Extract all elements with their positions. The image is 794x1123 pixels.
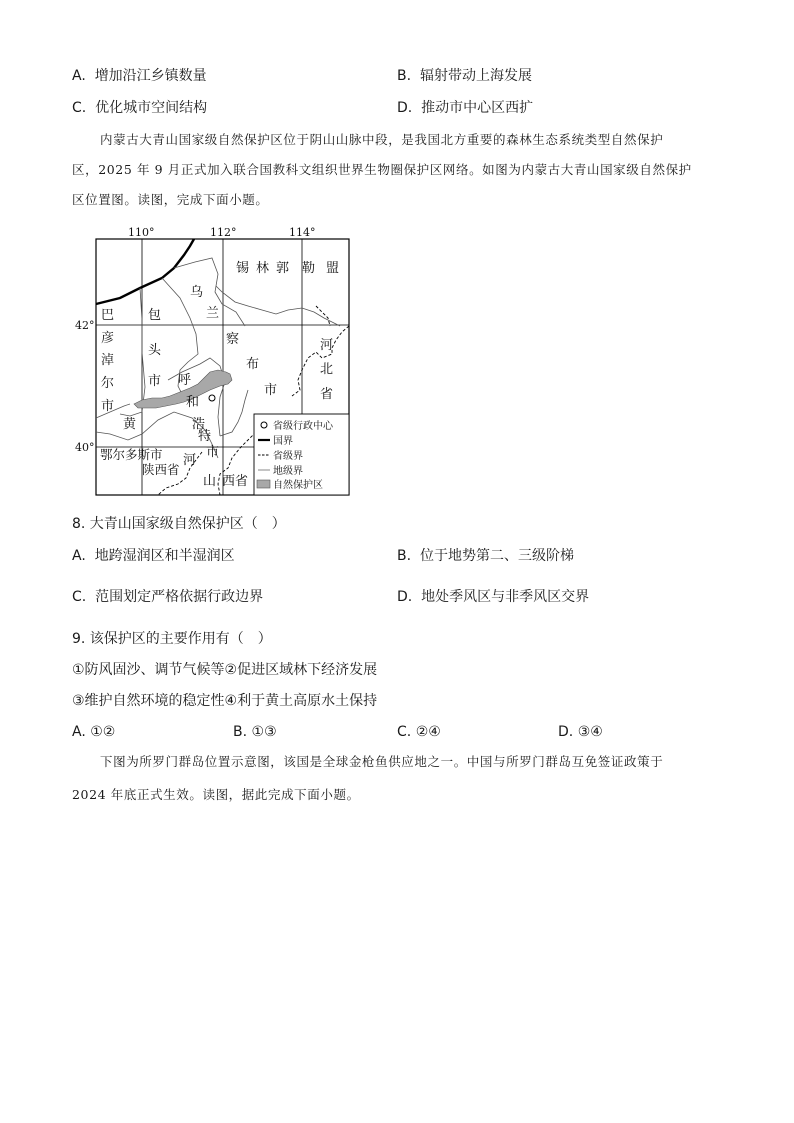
q8-option-a [72,547,235,565]
option-label: A. [72,68,86,84]
option-label: B. [397,548,412,564]
q9-option-c [397,723,441,741]
intro-paragraph-1 [72,125,724,155]
label-hebei-1: 河 [320,338,334,353]
intro1-line3: 区位置图。读图，完成下面小题。 [72,192,269,207]
label-baotou-3: 市 [148,374,162,389]
lon-label-110: 110° [128,226,155,239]
label-wulan-2: 兰 [206,306,220,321]
label-bayan-3: 淖 [101,353,115,368]
option-label: D. [558,724,574,740]
intro-paragraph-2 [72,747,724,777]
legend-national: 国界 [273,436,293,447]
q9-statements-line2: ③维护自然环境的稳定性④利于黄土高原水土保持 [72,693,378,709]
label-wulan-3: 察 [226,332,240,347]
label-shanxi-he: 河 [183,453,197,468]
label-xilin-3: 郭 [276,261,290,276]
option-label: A. [72,548,86,564]
label-huhe-4: 特 [198,429,212,444]
option-text: 地处季风区与非季风区交界 [421,589,590,605]
provincial-capital-marker [209,395,215,401]
label-bayan-5: 市 [101,399,115,414]
label-huhe-5: 市 [206,445,220,460]
label-xilin-2: 林 [256,261,270,276]
option-label: B. [233,724,248,740]
option-text: ②④ [415,724,441,740]
label-huhe-2: 和 [186,395,200,410]
label-hebei-2: 北 [320,362,334,377]
label-baotou-2: 头 [148,343,162,358]
option-text: ①② [90,724,116,740]
intro1-line2: 区，2025 年 9 月正式加入联合国教科文组织世界生物圈保护区网络。如图为内蒙古大青山国家级自然保护 [72,162,692,177]
q7-option-c [72,99,207,117]
option-text: 范围划定严格依据行政边界 [95,589,264,605]
legend-reserve: 自然保护区 [273,480,323,491]
q7-option-a [72,67,207,85]
option-text: ①③ [251,724,277,740]
intro-paragraph-1-line2 [72,155,724,185]
label-hebei-3: 省 [320,387,334,402]
option-text: 地跨湿润区和半湿润区 [94,548,235,564]
option-label: C. [72,100,87,116]
label-xilin-5: 盟 [326,261,340,276]
option-text: 位于地势第二、三级阶梯 [419,548,574,564]
legend-gray-fill-icon [257,480,270,488]
option-label: C. [397,724,412,740]
intro-paragraph-2-line2 [72,780,724,810]
lon-label-114: 114° [289,226,316,239]
option-label: D. [397,100,413,116]
q9-option-b [233,723,277,741]
label-huang: 黄 [123,417,137,432]
legend-prefecture: 地级界 [273,466,303,477]
lat-label-42: 42° [75,319,95,332]
option-text: 辐射带动上海发展 [419,68,532,84]
label-wulan-5: 市 [264,383,278,398]
option-text: 推动市中心区西扩 [421,100,534,116]
option-label: D. [397,589,413,605]
option-label: A. [72,724,86,740]
lat-label-40: 40° [75,441,95,454]
label-ordos: 鄂尔多斯市 [100,447,163,462]
q9-stem: 9. 该保护区的主要作用有（ ） [72,631,272,647]
option-label: C. [72,589,87,605]
intro2-line2: 2024 年底正式生效。读图，据此完成下面小题。 [72,787,360,802]
intro-paragraph-1-line3 [72,185,724,215]
q9-statements-line1: ①防风固沙、调节气候等②促进区域林下经济发展 [72,662,378,678]
reserve-location-map [70,222,360,500]
legend-provincial: 省级界 [273,451,303,462]
option-text: 增加沿江乡镇数量 [94,68,207,84]
legend-capital: 省级行政中心 [273,421,333,432]
label-huhe-1: 呼 [178,373,192,388]
option-text: 优化城市空间结构 [95,100,208,116]
legend-circle-icon [261,422,267,428]
q7-option-b [397,67,532,85]
label-shaanxi: 陕西省 [142,462,180,477]
q9-option-a [72,723,115,741]
label-xilin-4: 勒 [302,261,316,276]
q8-option-c [72,588,263,606]
label-xilin-1: 锡 [236,261,250,276]
q8-option-d [397,588,589,606]
label-bayan-2: 彦 [101,331,115,346]
q8-option-b [397,547,574,565]
label-wulan-1: 乌 [190,285,204,300]
label-shanxi-xisheng: 西省 [222,474,249,489]
label-huhe-3: 浩 [192,417,206,432]
option-label: B. [397,68,412,84]
q7-option-d [397,99,533,117]
label-wulan-4: 布 [246,357,260,372]
label-bayan-1: 巴 [101,308,115,323]
label-bayan-4: 尔 [101,376,115,391]
q9-option-d [558,723,603,741]
intro2-line1: 下图为所罗门群岛位置示意图，该国是全球金枪鱼供应地之一。中国与所罗门群岛互免签证政策于 [100,754,664,769]
option-text: ③④ [577,724,603,740]
lon-label-112: 112° [210,226,237,239]
label-shanxi-shan: 山 [203,474,217,489]
intro1-line1: 内蒙古大青山国家级自然保护区位于阴山山脉中段，是我国北方重要的森林生态系统类型自然保护 [100,132,664,147]
q8-stem: 8. 大青山国家级自然保护区（ ） [72,516,286,532]
label-baotou-1: 包 [148,308,162,323]
